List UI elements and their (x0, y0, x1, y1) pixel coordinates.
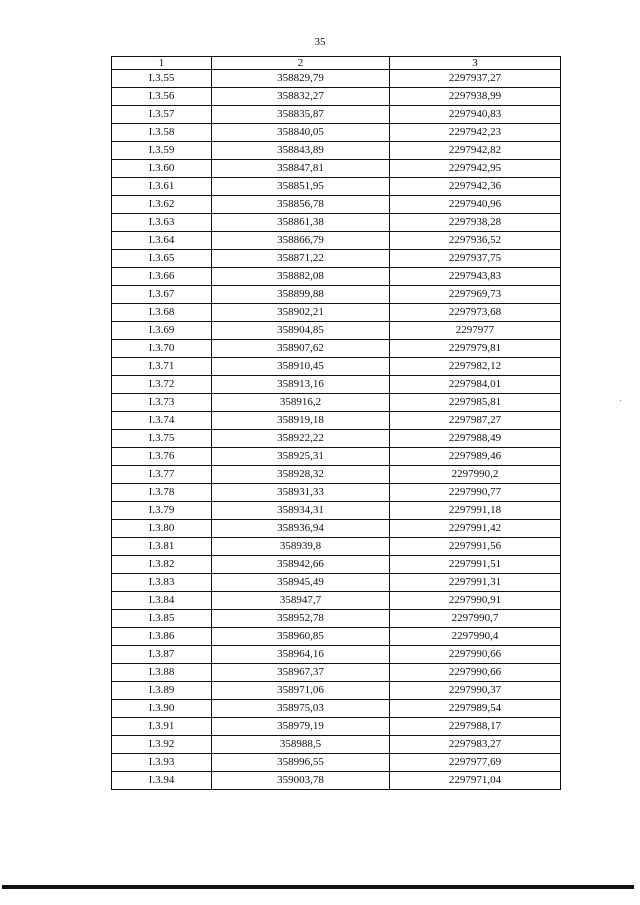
y-coordinate-cell: 2297989,46 (390, 448, 561, 466)
x-coordinate-cell: 358907,62 (212, 340, 390, 358)
y-coordinate-cell: 2297988,49 (390, 430, 561, 448)
point-id-cell: I.3.64 (112, 232, 212, 250)
scan-speck (620, 400, 621, 401)
point-id-cell: I.3.62 (112, 196, 212, 214)
y-coordinate-cell: 2297987,27 (390, 412, 561, 430)
point-id-cell: I.3.93 (112, 754, 212, 772)
x-coordinate-cell: 358843,89 (212, 142, 390, 160)
x-coordinate-cell: 358835,87 (212, 106, 390, 124)
y-coordinate-cell: 2297990,66 (390, 646, 561, 664)
point-id-cell: I.3.78 (112, 484, 212, 502)
y-coordinate-cell: 2297971,04 (390, 772, 561, 790)
x-coordinate-cell: 358971,06 (212, 682, 390, 700)
table-row (112, 592, 561, 610)
table-row (112, 232, 561, 250)
point-id-cell: I.3.81 (112, 538, 212, 556)
table-row (112, 646, 561, 664)
table-row (112, 772, 561, 790)
y-coordinate-cell: 2297983,27 (390, 736, 561, 754)
y-coordinate-cell: 2297990,37 (390, 682, 561, 700)
x-coordinate-cell: 358916,2 (212, 394, 390, 412)
point-id-cell: I.3.82 (112, 556, 212, 574)
table-row (112, 610, 561, 628)
header-col-2: 2 (212, 57, 390, 70)
table-row (112, 160, 561, 178)
table-row (112, 142, 561, 160)
table-row (112, 430, 561, 448)
y-coordinate-cell: 2297936,52 (390, 232, 561, 250)
x-coordinate-cell: 358939,8 (212, 538, 390, 556)
table-row (112, 178, 561, 196)
y-coordinate-cell: 2297984,01 (390, 376, 561, 394)
table-row (112, 466, 561, 484)
table-row (112, 448, 561, 466)
point-id-cell: I.3.87 (112, 646, 212, 664)
x-coordinate-cell: 358899,88 (212, 286, 390, 304)
table-row (112, 250, 561, 268)
table-row (112, 628, 561, 646)
table-row (112, 556, 561, 574)
x-coordinate-cell: 358904,85 (212, 322, 390, 340)
table-body (112, 70, 561, 790)
y-coordinate-cell: 2297991,42 (390, 520, 561, 538)
point-id-cell: I.3.75 (112, 430, 212, 448)
x-coordinate-cell: 358847,81 (212, 160, 390, 178)
table-row (112, 124, 561, 142)
y-coordinate-cell: 2297990,4 (390, 628, 561, 646)
y-coordinate-cell: 2297982,12 (390, 358, 561, 376)
point-id-cell: I.3.66 (112, 268, 212, 286)
point-id-cell: I.3.85 (112, 610, 212, 628)
y-coordinate-cell: 2297991,51 (390, 556, 561, 574)
table-row (112, 412, 561, 430)
point-id-cell: I.3.69 (112, 322, 212, 340)
y-coordinate-cell: 2297977 (390, 322, 561, 340)
table-row (112, 106, 561, 124)
y-coordinate-cell: 2297943,83 (390, 268, 561, 286)
x-coordinate-cell: 358913,16 (212, 376, 390, 394)
point-id-cell: I.3.79 (112, 502, 212, 520)
x-coordinate-cell: 358947,7 (212, 592, 390, 610)
point-id-cell: I.3.83 (112, 574, 212, 592)
point-id-cell: I.3.65 (112, 250, 212, 268)
y-coordinate-cell: 2297937,75 (390, 250, 561, 268)
table-row (112, 394, 561, 412)
table-row (112, 682, 561, 700)
table-row (112, 502, 561, 520)
point-id-cell: I.3.56 (112, 88, 212, 106)
y-coordinate-cell: 2297990,7 (390, 610, 561, 628)
point-id-cell: I.3.88 (112, 664, 212, 682)
point-id-cell: I.3.86 (112, 628, 212, 646)
x-coordinate-cell: 359003,78 (212, 772, 390, 790)
point-id-cell: I.3.63 (112, 214, 212, 232)
table-row (112, 718, 561, 736)
x-coordinate-cell: 358902,21 (212, 304, 390, 322)
y-coordinate-cell: 2297991,56 (390, 538, 561, 556)
point-id-cell: I.3.59 (112, 142, 212, 160)
table-row (112, 574, 561, 592)
x-coordinate-cell: 358922,22 (212, 430, 390, 448)
x-coordinate-cell: 358829,79 (212, 70, 390, 88)
point-id-cell: I.3.94 (112, 772, 212, 790)
x-coordinate-cell: 358964,16 (212, 646, 390, 664)
table-row (112, 538, 561, 556)
table-row (112, 484, 561, 502)
point-id-cell: I.3.70 (112, 340, 212, 358)
table-row (112, 340, 561, 358)
point-id-cell: I.3.84 (112, 592, 212, 610)
x-coordinate-cell: 358882,08 (212, 268, 390, 286)
point-id-cell: I.3.55 (112, 70, 212, 88)
x-coordinate-cell: 358931,33 (212, 484, 390, 502)
bottom-rule (2, 885, 634, 889)
x-coordinate-cell: 358919,18 (212, 412, 390, 430)
y-coordinate-cell: 2297973,68 (390, 304, 561, 322)
table-row (112, 754, 561, 772)
x-coordinate-cell: 358871,22 (212, 250, 390, 268)
y-coordinate-cell: 2297990,77 (390, 484, 561, 502)
point-id-cell: I.3.80 (112, 520, 212, 538)
y-coordinate-cell: 2297942,36 (390, 178, 561, 196)
x-coordinate-cell: 358866,79 (212, 232, 390, 250)
y-coordinate-cell: 2297969,73 (390, 286, 561, 304)
y-coordinate-cell: 2297991,18 (390, 502, 561, 520)
page-number: 35 (314, 36, 326, 48)
y-coordinate-cell: 2297990,91 (390, 592, 561, 610)
table-row (112, 358, 561, 376)
table-row (112, 664, 561, 682)
y-coordinate-cell: 2297937,27 (390, 70, 561, 88)
point-id-cell: I.3.91 (112, 718, 212, 736)
x-coordinate-cell: 358856,78 (212, 196, 390, 214)
point-id-cell: I.3.57 (112, 106, 212, 124)
point-id-cell: I.3.90 (112, 700, 212, 718)
y-coordinate-cell: 2297990,2 (390, 466, 561, 484)
x-coordinate-cell: 358910,45 (212, 358, 390, 376)
table-row (112, 520, 561, 538)
table-row (112, 70, 561, 88)
point-id-cell: I.3.61 (112, 178, 212, 196)
y-coordinate-cell: 2297989,54 (390, 700, 561, 718)
x-coordinate-cell: 358996,55 (212, 754, 390, 772)
x-coordinate-cell: 358942,66 (212, 556, 390, 574)
x-coordinate-cell: 358925,31 (212, 448, 390, 466)
header-row (112, 57, 561, 70)
point-id-cell: I.3.73 (112, 394, 212, 412)
table-row (112, 286, 561, 304)
y-coordinate-cell: 2297988,17 (390, 718, 561, 736)
header-col-3: 3 (390, 57, 561, 70)
table-row (112, 322, 561, 340)
x-coordinate-cell: 358928,32 (212, 466, 390, 484)
y-coordinate-cell: 2297938,99 (390, 88, 561, 106)
header-col-1: 1 (112, 57, 212, 70)
x-coordinate-cell: 358945,49 (212, 574, 390, 592)
table-header (112, 57, 561, 70)
y-coordinate-cell: 2297985,81 (390, 394, 561, 412)
x-coordinate-cell: 358861,38 (212, 214, 390, 232)
point-id-cell: I.3.77 (112, 466, 212, 484)
x-coordinate-cell: 358975,03 (212, 700, 390, 718)
x-coordinate-cell: 358840,05 (212, 124, 390, 142)
point-id-cell: I.3.89 (112, 682, 212, 700)
x-coordinate-cell: 358960,85 (212, 628, 390, 646)
y-coordinate-cell: 2297991,31 (390, 574, 561, 592)
y-coordinate-cell: 2297977,69 (390, 754, 561, 772)
y-coordinate-cell: 2297942,23 (390, 124, 561, 142)
x-coordinate-cell: 358851,95 (212, 178, 390, 196)
point-id-cell: I.3.71 (112, 358, 212, 376)
table-row (112, 214, 561, 232)
point-id-cell: I.3.68 (112, 304, 212, 322)
table-row (112, 88, 561, 106)
x-coordinate-cell: 358936,94 (212, 520, 390, 538)
point-id-cell: I.3.92 (112, 736, 212, 754)
point-id-cell: I.3.67 (112, 286, 212, 304)
x-coordinate-cell: 358934,31 (212, 502, 390, 520)
y-coordinate-cell: 2297942,82 (390, 142, 561, 160)
point-id-cell: I.3.72 (112, 376, 212, 394)
point-id-cell: I.3.74 (112, 412, 212, 430)
table-row (112, 268, 561, 286)
table-row (112, 304, 561, 322)
x-coordinate-cell: 358967,37 (212, 664, 390, 682)
y-coordinate-cell: 2297940,83 (390, 106, 561, 124)
table-row (112, 736, 561, 754)
y-coordinate-cell: 2297942,95 (390, 160, 561, 178)
x-coordinate-cell: 358832,27 (212, 88, 390, 106)
x-coordinate-cell: 358988,5 (212, 736, 390, 754)
y-coordinate-cell: 2297979,81 (390, 340, 561, 358)
point-id-cell: I.3.76 (112, 448, 212, 466)
y-coordinate-cell: 2297990,66 (390, 664, 561, 682)
point-id-cell: I.3.60 (112, 160, 212, 178)
table-row (112, 700, 561, 718)
point-id-cell: I.3.58 (112, 124, 212, 142)
x-coordinate-cell: 358952,78 (212, 610, 390, 628)
y-coordinate-cell: 2297940,96 (390, 196, 561, 214)
x-coordinate-cell: 358979,19 (212, 718, 390, 736)
table-row (112, 196, 561, 214)
y-coordinate-cell: 2297938,28 (390, 214, 561, 232)
coordinates-table (111, 56, 561, 790)
table-row (112, 376, 561, 394)
